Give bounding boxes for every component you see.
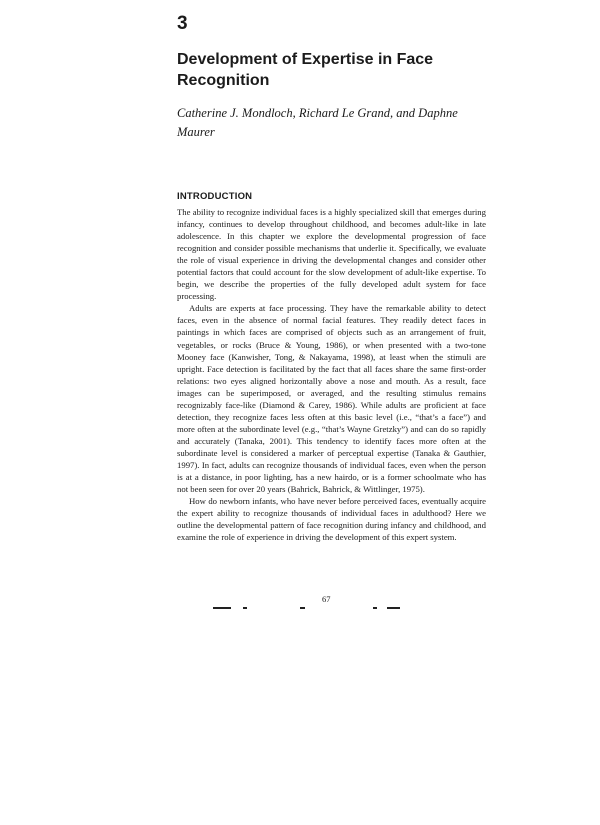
scan-mark <box>373 607 377 609</box>
chapter-authors: Catherine J. Mondloch, Richard Le Grand, and Daphne Maurer <box>177 106 458 139</box>
scan-mark <box>387 607 400 609</box>
paragraph: The ability to recognize individual faces is a highly specialized skill that emerges during infancy, continues to develop throughout childhood, and becomes adult-like in late adolescence. In this chapter we explore the developmental progression of face recognition and consider possible mechanisms that underlie it. Specifically, we evaluate the role of visual experience in driving the developmental changes and consider other potential factors that could account for the slow development of adult-like expertise. To begin, we describe the properties of the fully developed adult system for face processing. <box>177 207 486 302</box>
section-heading: INTRODUCTION <box>177 191 253 202</box>
chapter-number: 3 <box>177 13 188 34</box>
page-number: 67 <box>322 594 331 604</box>
body-text <box>177 206 486 543</box>
scan-mark <box>213 607 231 609</box>
chapter-title: Development of Expertise in Face Recognition <box>177 51 434 89</box>
scan-mark <box>300 607 305 609</box>
paragraph: Adults are experts at face processing. They have the remarkable ability to detect faces, even in the absence of normal facial features. They readily detect faces in paintings in which faces are comprised of objects such as an arrangement of fruit, vegetables, or rocks (Bruce & Young, 1986), or when presented with a two-tone Mooney face (Kanwisher, Tong, & Nakayama, 1998), at least when the stimuli are upright. Face detection is facilitated by the fact that all faces share the same first-order relations: two eyes aligned horizontally above a nose and mouth. As a result, face images can be superimposed, or averaged, and the resulting stimulus remains recognizably face-like (Diamond & Carey, 1986). While adults are proficient at face detection, they recognize faces less often at this basic level (i.e., “that’s a face”) and more often at the subordinate level (e.g., “that’s Wayne Gretzky”) and can do so rapidly and accurately (Tanaka, 2001). This tendency to identify faces more often at the subordinate level is considered a marker of perceptual expertise (Tanaka & Gauthier, 1997). In fact, adults can recognize thousands of individual faces, even when the person is at a distance, in poor lighting, has a new hairdo, or is a former schoolmate who has not been seen for over 20 years (Bahrick, Bahrick, & Wittlinger, 1975). <box>177 303 486 495</box>
paragraph: How do newborn infants, who have never before perceived faces, eventually acquire the expert ability to recognize thousands of individual faces in adulthood? Here we outline the developmental pattern of face recognition during infancy and childhood, and examine the role of experience in driving the development of this expert system. <box>177 496 486 543</box>
scan-mark <box>243 607 247 609</box>
